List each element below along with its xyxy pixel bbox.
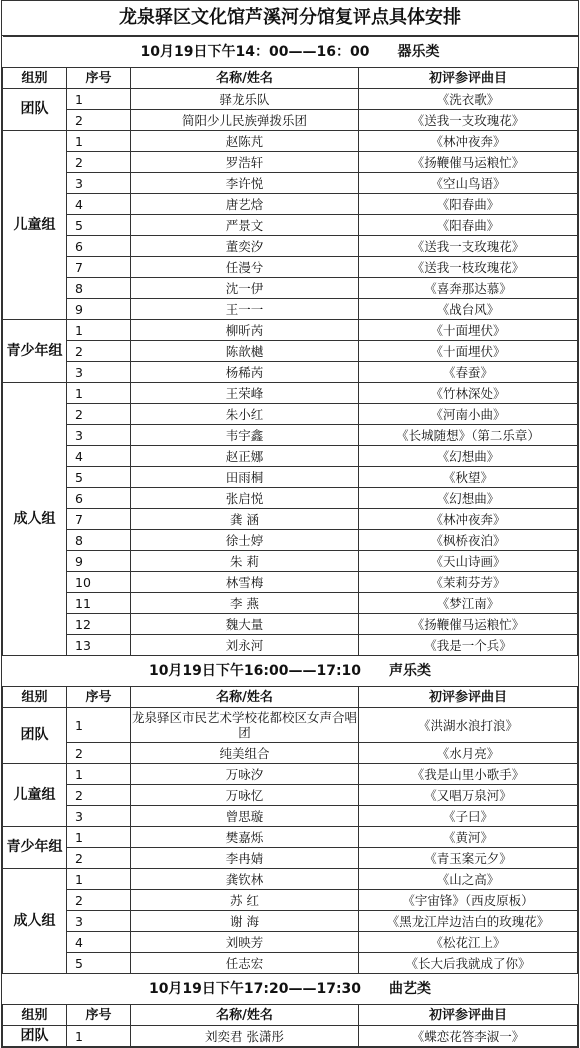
row-number: 2 [67, 110, 131, 131]
row-piece: 《送我一枝玫瑰花》 [359, 257, 578, 278]
row-name: 魏大量 [131, 614, 359, 635]
header-number: 序号 [67, 1005, 131, 1026]
row-name: 唐艺焓 [131, 194, 359, 215]
row-piece: 《十面埋伏》 [359, 341, 578, 362]
table-row [3, 890, 578, 911]
row-name: 李冉婧 [131, 848, 359, 869]
row-name: 赵正娜 [131, 446, 359, 467]
row-name: 张启悦 [131, 488, 359, 509]
row-piece: 《送我一支玫瑰花》 [359, 110, 578, 131]
table-row [3, 152, 578, 173]
row-piece: 《扬鞭催马运粮忙》 [359, 614, 578, 635]
row-name: 赵陈芃 [131, 131, 359, 152]
row-name: 王一一 [131, 299, 359, 320]
section-category: 声乐类 [389, 662, 432, 679]
row-name: 樊嘉烁 [131, 827, 359, 848]
row-number: 4 [67, 446, 131, 467]
table-row [3, 425, 578, 446]
row-number: 3 [67, 806, 131, 827]
row-piece: 《黄河》 [359, 827, 578, 848]
group-label: 青少年组 [3, 827, 67, 869]
row-number: 7 [67, 509, 131, 530]
header-number: 序号 [67, 68, 131, 89]
header-group: 组别 [3, 1005, 67, 1026]
section-time: 10月19日下午16:00——17:10 [148, 662, 362, 679]
row-name: 李 燕 [131, 593, 359, 614]
row-number: 12 [67, 614, 131, 635]
row-piece: 《竹林深处》 [359, 383, 578, 404]
row-name: 严景文 [131, 215, 359, 236]
row-number: 1 [67, 764, 131, 785]
table-row [3, 551, 578, 572]
row-piece: 《林冲夜奔》 [359, 131, 578, 152]
row-number: 11 [67, 593, 131, 614]
table-row [3, 593, 578, 614]
section-category: 曲艺类 [389, 980, 432, 997]
row-name: 任漫兮 [131, 257, 359, 278]
section-title [3, 37, 578, 68]
table-row [3, 806, 578, 827]
row-piece: 《梦江南》 [359, 593, 578, 614]
row-name: 刘奕君 张潇彤 [131, 1026, 359, 1047]
row-number: 4 [67, 932, 131, 953]
table-row [3, 446, 578, 467]
row-piece: 《青玉案元夕》 [359, 848, 578, 869]
header-name: 名称/姓名 [131, 687, 359, 708]
table-row [3, 911, 578, 932]
row-name: 龚钦林 [131, 869, 359, 890]
row-number: 13 [67, 635, 131, 656]
group-label: 成人组 [3, 869, 67, 974]
group-label: 儿童组 [3, 764, 67, 827]
table-row [3, 173, 578, 194]
row-piece: 《河南小曲》 [359, 404, 578, 425]
row-piece: 《秋望》 [359, 467, 578, 488]
row-name: 沈一伊 [131, 278, 359, 299]
table-row [3, 932, 578, 953]
table-row [3, 467, 578, 488]
section-title [3, 656, 578, 687]
row-piece: 《阳春曲》 [359, 215, 578, 236]
row-name: 龚 涵 [131, 509, 359, 530]
row-name: 刘永河 [131, 635, 359, 656]
group-label: 成人组 [3, 383, 67, 656]
column-header-row [3, 687, 578, 708]
group-label: 团队 [3, 708, 67, 764]
row-name: 杨稀芮 [131, 362, 359, 383]
row-piece: 《空山鸟语》 [359, 173, 578, 194]
row-piece: 《水月亮》 [359, 743, 578, 764]
group-label: 儿童组 [3, 131, 67, 320]
row-piece: 《长城随想》（第二乐章） [359, 425, 578, 446]
row-number: 1 [67, 89, 131, 110]
column-header-row [3, 1005, 578, 1026]
row-number: 1 [67, 708, 131, 743]
row-piece: 《幻想曲》 [359, 446, 578, 467]
header-number: 序号 [67, 687, 131, 708]
row-number: 1 [67, 869, 131, 890]
row-name: 简阳少儿民族弹拨乐团 [131, 110, 359, 131]
table-row [3, 299, 578, 320]
row-piece: 《松花江上》 [359, 932, 578, 953]
section-time: 10月19日下午14：00——16：00 [140, 43, 370, 60]
table-row [3, 131, 578, 152]
row-number: 2 [67, 785, 131, 806]
row-number: 2 [67, 848, 131, 869]
group-label: 团队 [3, 89, 67, 131]
row-number: 1 [67, 320, 131, 341]
row-piece: 《幻想曲》 [359, 488, 578, 509]
table-row [3, 257, 578, 278]
row-piece: 《喜奔那达慕》 [359, 278, 578, 299]
section-header [3, 974, 578, 1005]
row-piece: 《战台风》 [359, 299, 578, 320]
row-piece: 《洪湖水浪打浪》 [359, 708, 578, 743]
table-row [3, 383, 578, 404]
row-piece: 《林冲夜奔》 [359, 509, 578, 530]
section-header [3, 37, 578, 68]
table-row [3, 708, 578, 743]
table-row [3, 848, 578, 869]
table-row [3, 320, 578, 341]
header-piece: 初评参评曲目 [359, 687, 578, 708]
row-number: 8 [67, 530, 131, 551]
header-piece: 初评参评曲目 [359, 68, 578, 89]
row-name: 纯美组合 [131, 743, 359, 764]
row-name: 罗浩轩 [131, 152, 359, 173]
row-number: 3 [67, 425, 131, 446]
table-row [3, 953, 578, 974]
group-label: 青少年组 [3, 320, 67, 383]
row-piece: 《我是一个兵》 [359, 635, 578, 656]
row-number: 4 [67, 194, 131, 215]
row-number: 8 [67, 278, 131, 299]
table-row [3, 194, 578, 215]
table-row [3, 509, 578, 530]
group-label: 团队 [3, 1026, 67, 1047]
row-name: 万咏汐 [131, 764, 359, 785]
row-piece: 《山之高》 [359, 869, 578, 890]
row-number: 1 [67, 827, 131, 848]
row-number: 10 [67, 572, 131, 593]
table-row [3, 362, 578, 383]
table-row [3, 530, 578, 551]
table-row [3, 827, 578, 848]
table-row [3, 404, 578, 425]
table-row [3, 110, 578, 131]
table-row [3, 236, 578, 257]
row-name: 柳昕芮 [131, 320, 359, 341]
row-piece: 《枫桥夜泊》 [359, 530, 578, 551]
row-name: 谢 海 [131, 911, 359, 932]
row-name: 董奕汐 [131, 236, 359, 257]
row-piece: 《茉莉芬芳》 [359, 572, 578, 593]
row-number: 2 [67, 890, 131, 911]
row-number: 9 [67, 299, 131, 320]
row-name: 曾思璇 [131, 806, 359, 827]
row-name: 朱 莉 [131, 551, 359, 572]
row-name: 陈歆樾 [131, 341, 359, 362]
header-group: 组别 [3, 687, 67, 708]
column-header-row [3, 68, 578, 89]
row-number: 3 [67, 362, 131, 383]
row-number: 2 [67, 404, 131, 425]
row-number: 1 [67, 1026, 131, 1047]
row-name: 苏 红 [131, 890, 359, 911]
section-category: 器乐类 [397, 43, 440, 60]
row-number: 2 [67, 152, 131, 173]
row-name: 李许悦 [131, 173, 359, 194]
row-piece: 《洗衣歌》 [359, 89, 578, 110]
row-name: 朱小红 [131, 404, 359, 425]
row-piece: 《宇宙锋》（西皮原板） [359, 890, 578, 911]
row-name: 徐士婷 [131, 530, 359, 551]
row-number: 6 [67, 236, 131, 257]
row-piece: 《蝶恋花答李淑一》 [359, 1026, 578, 1047]
row-name: 林雪梅 [131, 572, 359, 593]
row-number: 5 [67, 215, 131, 236]
row-piece: 《天山诗画》 [359, 551, 578, 572]
table-row [3, 89, 578, 110]
table-row [3, 785, 578, 806]
row-piece: 《长大后我就成了你》 [359, 953, 578, 974]
row-piece: 《又唱万泉河》 [359, 785, 578, 806]
row-piece: 《春蚕》 [359, 362, 578, 383]
row-name: 韦宇鑫 [131, 425, 359, 446]
table-row [3, 614, 578, 635]
row-number: 5 [67, 953, 131, 974]
row-name: 任志宏 [131, 953, 359, 974]
header-name: 名称/姓名 [131, 68, 359, 89]
row-name: 田雨桐 [131, 467, 359, 488]
row-name: 万咏忆 [131, 785, 359, 806]
row-number: 7 [67, 257, 131, 278]
section-time: 10月19日下午17:20——17:30 [148, 980, 362, 997]
row-number: 2 [67, 341, 131, 362]
row-name: 驿龙乐队 [131, 89, 359, 110]
row-piece: 《扬鞭催马运粮忙》 [359, 152, 578, 173]
schedule-document [1, 0, 579, 1048]
section-title [3, 974, 578, 1005]
row-name: 王荣峰 [131, 383, 359, 404]
row-piece: 《子曰》 [359, 806, 578, 827]
table-row [3, 215, 578, 236]
table-row [3, 341, 578, 362]
row-number: 6 [67, 488, 131, 509]
row-piece: 《十面埋伏》 [359, 320, 578, 341]
schedule-table [2, 36, 578, 1047]
table-row [3, 1026, 578, 1047]
header-piece: 初评参评曲目 [359, 1005, 578, 1026]
section-header [3, 656, 578, 687]
table-row [3, 764, 578, 785]
table-row [3, 743, 578, 764]
row-number: 3 [67, 173, 131, 194]
table-row [3, 488, 578, 509]
row-number: 2 [67, 743, 131, 764]
row-name: 刘映芳 [131, 932, 359, 953]
row-number: 9 [67, 551, 131, 572]
table-row [3, 869, 578, 890]
table-row [3, 635, 578, 656]
row-number: 5 [67, 467, 131, 488]
table-row [3, 278, 578, 299]
header-group: 组别 [3, 68, 67, 89]
row-number: 3 [67, 911, 131, 932]
row-piece: 《黑龙江岸边洁白的玫瑰花》 [359, 911, 578, 932]
row-piece: 《送我一支玫瑰花》 [359, 236, 578, 257]
row-piece: 《阳春曲》 [359, 194, 578, 215]
row-number: 1 [67, 383, 131, 404]
row-name: 龙泉驿区市民艺术学校花都校区女声合唱团 [131, 708, 359, 743]
header-name: 名称/姓名 [131, 1005, 359, 1026]
table-row [3, 572, 578, 593]
row-piece: 《我是山里小歌手》 [359, 764, 578, 785]
document-title: 龙泉驿区文化馆芦溪河分馆复评点具体安排 [2, 1, 578, 36]
row-number: 1 [67, 131, 131, 152]
